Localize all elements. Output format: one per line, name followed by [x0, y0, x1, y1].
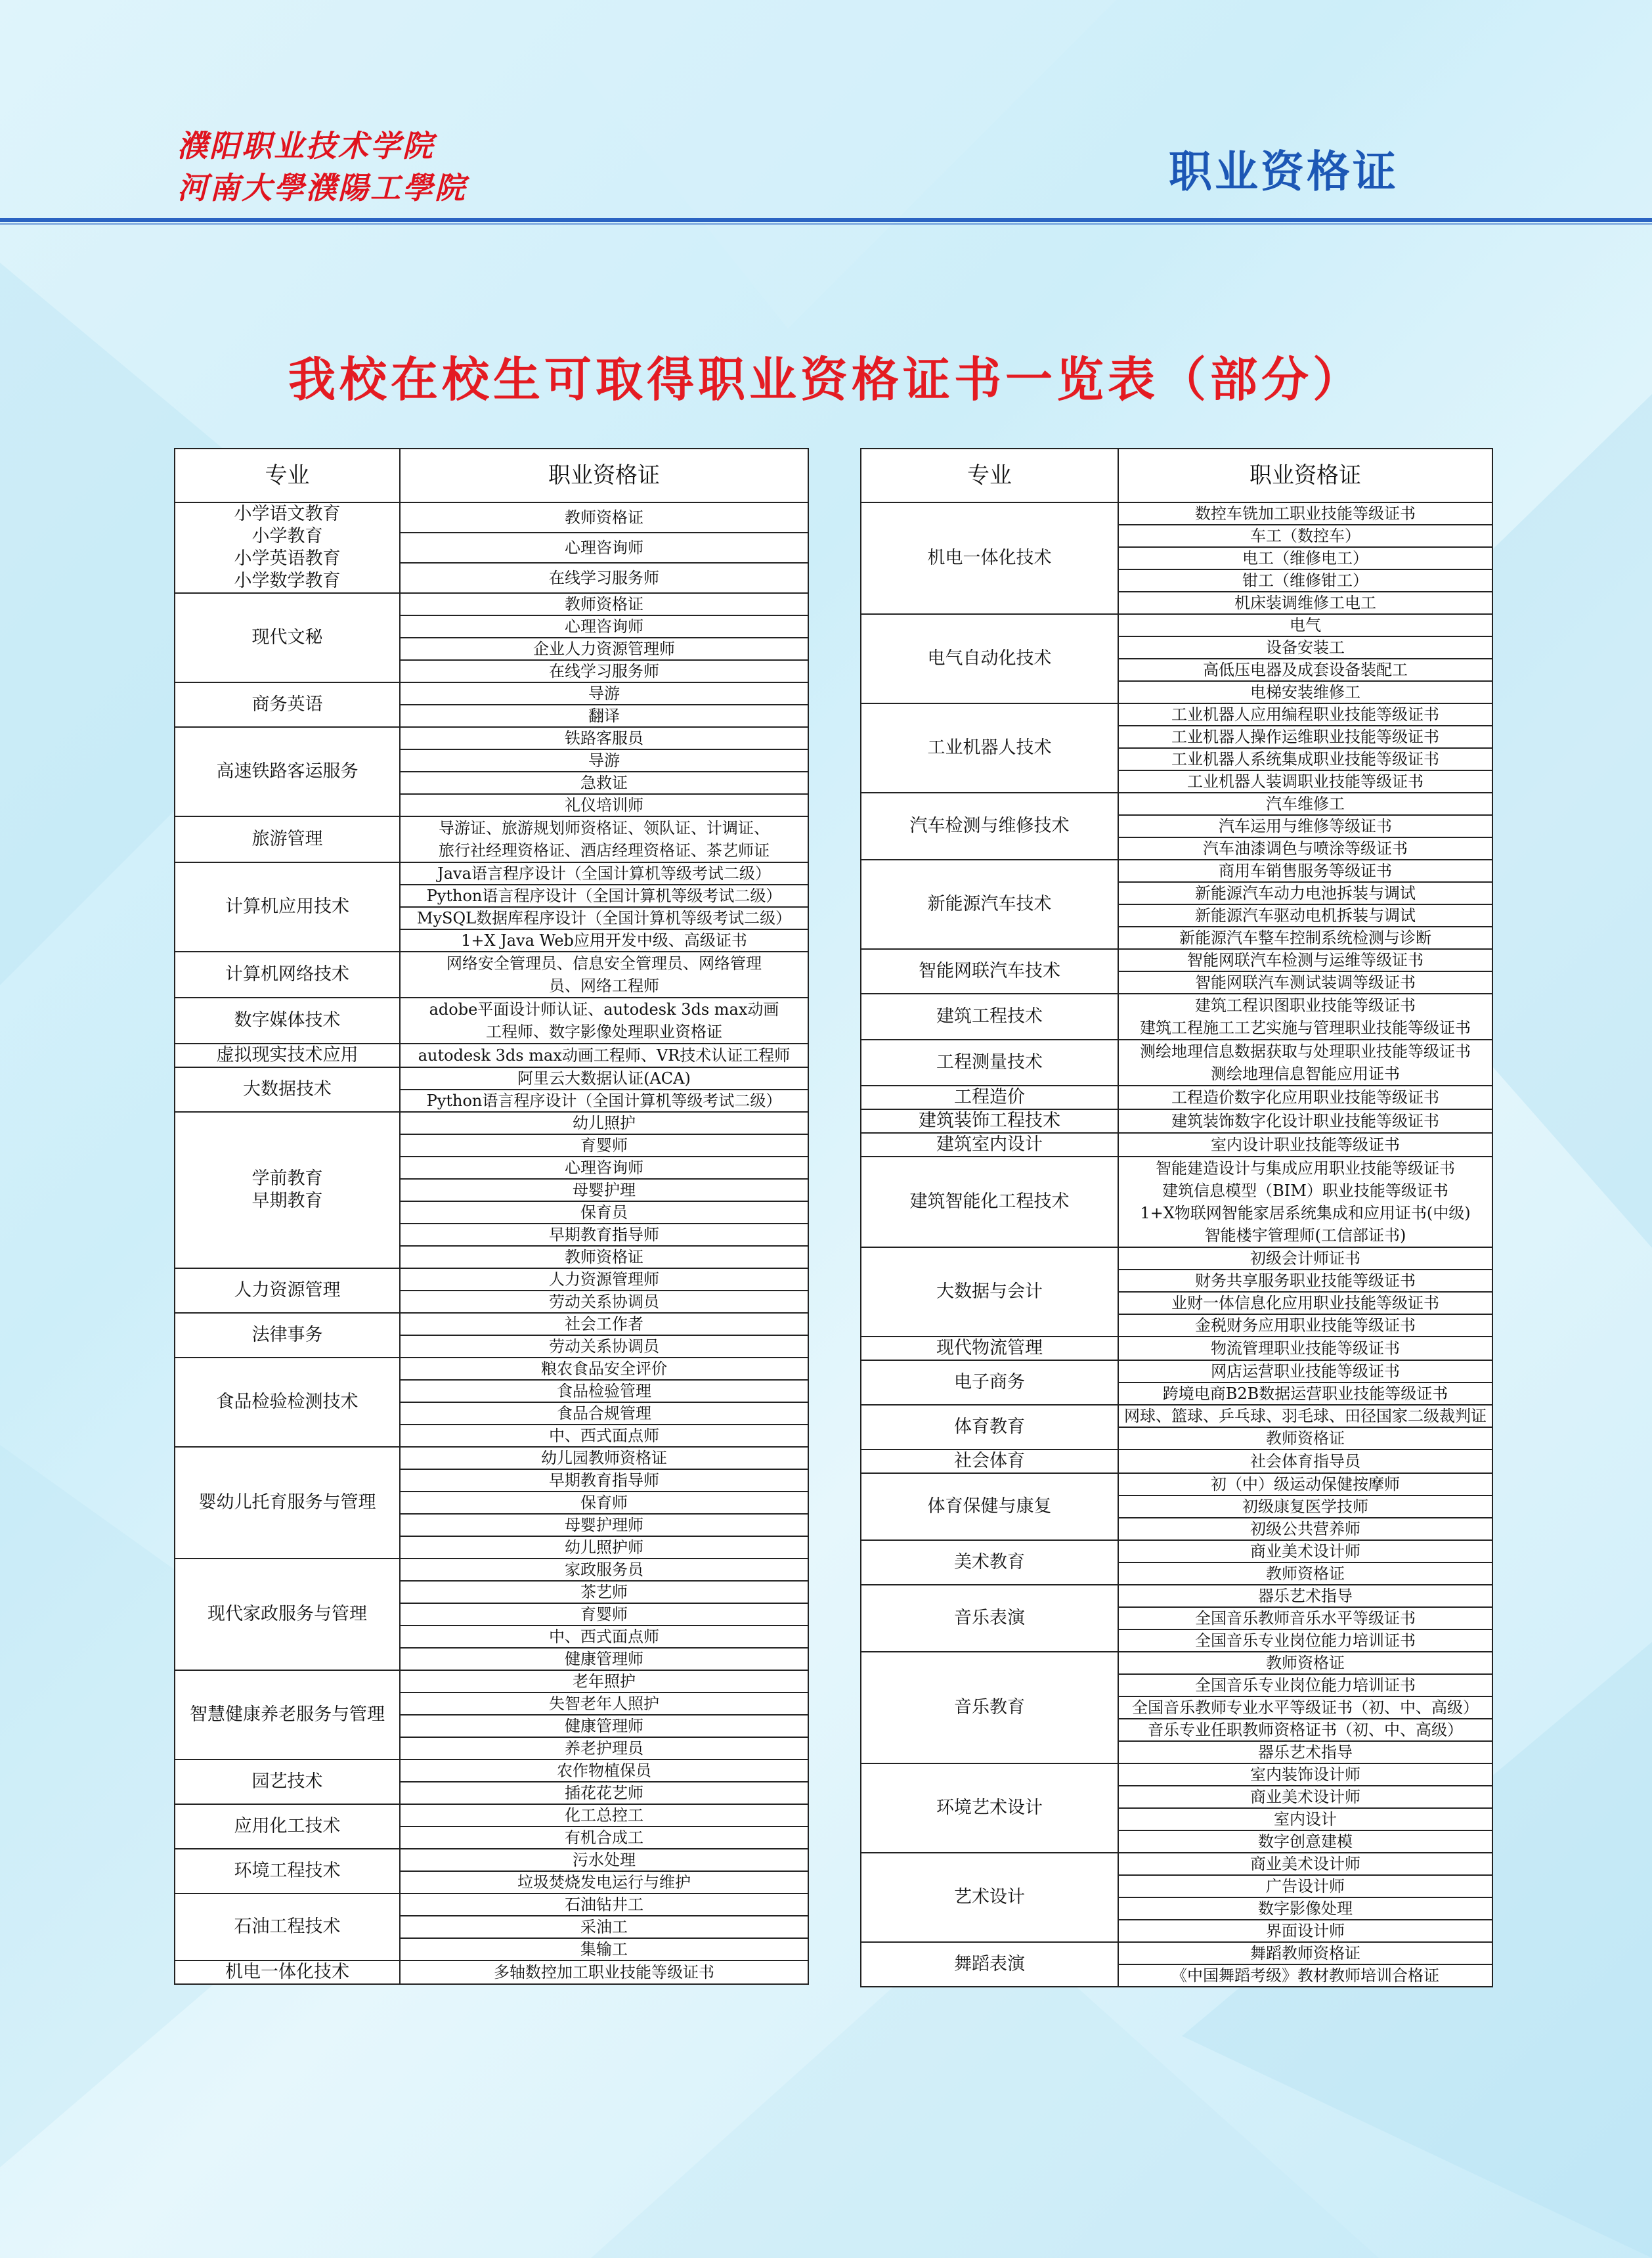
major-cell: 电子商务: [861, 1360, 1118, 1405]
certificate-cell: 社会体育指导员: [1118, 1450, 1492, 1473]
certificate-cell: 智能建造设计与集成应用职业技能等级证书 建筑信息模型（BIM）职业技能等级证书 1+X物联网智能家居系统集成和应用证书(中级) 智能楼宇管理师(工信部证书): [1118, 1157, 1492, 1247]
major-cell: 建筑装饰工程技术: [861, 1109, 1118, 1133]
column-header-certificate: 职业资格证: [400, 449, 808, 502]
certificate-cell: 垃圾焚烧发电运行与维护: [400, 1871, 808, 1893]
major-cell: 计算机应用技术: [175, 862, 400, 952]
table-row: [175, 682, 808, 705]
certificate-cell: 高低压电器及成套设备装配工: [1118, 659, 1492, 681]
certificate-cell: 工业机器人装调职业技能等级证书: [1118, 770, 1492, 793]
major-cell: 体育教育: [861, 1405, 1118, 1450]
table-row: [861, 1585, 1492, 1607]
major-cell: 园艺技术: [175, 1760, 400, 1804]
certificate-cell: 育婴师: [400, 1134, 808, 1157]
certificate-cell: 商业美术设计师: [1118, 1853, 1492, 1875]
certificate-cell: MySQL数据库程序设计（全国计算机等级考试二级）: [400, 907, 808, 929]
major-cell: 建筑工程技术: [861, 994, 1118, 1040]
certificate-cell: 商业美术设计师: [1118, 1786, 1492, 1808]
certificate-cell: 广告设计师: [1118, 1875, 1492, 1897]
table-row: [175, 502, 808, 533]
major-cell: 小学语文教育 小学教育 小学英语教育 小学数学教育: [175, 502, 400, 593]
table-row: [175, 1760, 808, 1782]
certificate-cell: 礼仪培训师: [400, 794, 808, 816]
table-row: [175, 862, 808, 885]
certificate-cell: 健康管理师: [400, 1715, 808, 1737]
certificate-cell: 智能网联汽车测试装调等级证书: [1118, 971, 1492, 994]
certificate-cell: 建筑工程识图职业技能等级证书 建筑工程施工工艺实施与管理职业技能等级证书: [1118, 994, 1492, 1040]
certificate-cell: 室内设计职业技能等级证书: [1118, 1133, 1492, 1157]
major-cell: 舞蹈表演: [861, 1942, 1118, 1987]
certificate-cell: 全国音乐教师专业水平等级证书（初、中、高级）: [1118, 1696, 1492, 1719]
certificate-cell: 汽车运用与维修等级证书: [1118, 815, 1492, 837]
certificate-cell: 茶艺师: [400, 1581, 808, 1603]
certificate-cell: 养老护理员: [400, 1737, 808, 1760]
certificate-cell: 新能源汽车动力电池拆装与调试: [1118, 882, 1492, 904]
certificate-cell: 设备安装工: [1118, 636, 1492, 659]
table-row: [861, 949, 1492, 971]
table-row: [175, 1559, 808, 1581]
certificate-cell: 心理咨询师: [400, 1157, 808, 1179]
certificate-cell: 室内设计: [1118, 1808, 1492, 1830]
table-row: [175, 816, 808, 862]
certificate-cell: 有机合成工: [400, 1826, 808, 1849]
table-row: [861, 994, 1492, 1040]
major-cell: 计算机网络技术: [175, 952, 400, 998]
certificate-cell: 在线学习服务师: [400, 660, 808, 682]
certificate-cell: 汽车维修工: [1118, 793, 1492, 815]
certificate-cell: 粮农食品安全评价: [400, 1358, 808, 1380]
certificate-cell: 机床装调维修工电工: [1118, 592, 1492, 614]
certificate-cell: 初级公共营养师: [1118, 1518, 1492, 1540]
table-row: [861, 1040, 1492, 1086]
header-divider-thin: [0, 223, 1652, 225]
certificate-cell: 插花花艺师: [400, 1782, 808, 1804]
table-row: [861, 703, 1492, 726]
certificate-cell: 工业机器人应用编程职业技能等级证书: [1118, 703, 1492, 726]
certificate-cell: 智能网联汽车检测与运维等级证书: [1118, 949, 1492, 971]
certificate-cell: 劳动关系协调员: [400, 1335, 808, 1358]
major-cell: 智慧健康养老服务与管理: [175, 1670, 400, 1760]
major-cell: 高速铁路客运服务: [175, 727, 400, 816]
major-cell: 体育保健与康复: [861, 1473, 1118, 1540]
table-row: [861, 793, 1492, 815]
major-cell: 石油工程技术: [175, 1893, 400, 1960]
table-row: [861, 1109, 1492, 1133]
major-cell: 艺术设计: [861, 1853, 1118, 1942]
table-row: [175, 1804, 808, 1826]
certificate-cell: 建筑装饰数字化设计职业技能等级证书: [1118, 1109, 1492, 1133]
table-row: [861, 1763, 1492, 1786]
certificate-cell: 企业人力资源管理师: [400, 638, 808, 660]
certificate-cell: 母婴护理: [400, 1179, 808, 1201]
table-row: [175, 727, 808, 749]
certificate-cell: 化工总控工: [400, 1804, 808, 1826]
certificate-cell: 育婴师: [400, 1603, 808, 1626]
certificate-cell: 网络安全管理员、信息安全管理员、网络管理 员、网络工程师: [400, 952, 808, 998]
certificate-cell: 工业机器人系统集成职业技能等级证书: [1118, 748, 1492, 770]
table-row: [175, 1112, 808, 1134]
major-cell: 新能源汽车技术: [861, 860, 1118, 949]
certificate-cell: 早期教育指导师: [400, 1469, 808, 1492]
certificate-cell: 车工（数控车）: [1118, 525, 1492, 547]
school-name-2: 河南大學濮陽工學院: [177, 170, 467, 206]
table-row: [861, 614, 1492, 636]
certificate-cell: 教师资格证: [400, 1246, 808, 1268]
major-cell: 食品检验检测技术: [175, 1358, 400, 1447]
certificate-cell: 保育员: [400, 1201, 808, 1224]
certificate-cell: 心理咨询师: [400, 615, 808, 638]
major-cell: 工程造价: [861, 1086, 1118, 1109]
certificate-cell: 劳动关系协调员: [400, 1291, 808, 1313]
header-divider: [0, 218, 1652, 222]
major-cell: 音乐教育: [861, 1652, 1118, 1763]
certificate-cell: 钳工（维修钳工）: [1118, 569, 1492, 592]
major-cell: 现代家政服务与管理: [175, 1559, 400, 1670]
certificate-cell: 幼儿照护师: [400, 1536, 808, 1559]
certificate-cell: 社会工作者: [400, 1313, 808, 1335]
major-cell: 婴幼儿托育服务与管理: [175, 1447, 400, 1559]
certificate-cell: 汽车油漆调色与喷涂等级证书: [1118, 837, 1492, 860]
certificate-cell: 早期教育指导师: [400, 1224, 808, 1246]
school-logo-text: [177, 125, 467, 209]
certificate-cell: 物流管理职业技能等级证书: [1118, 1337, 1492, 1360]
certificate-cell: 全国音乐专业岗位能力培训证书: [1118, 1674, 1492, 1696]
certificate-cell: 全国音乐专业岗位能力培训证书: [1118, 1629, 1492, 1652]
table-row: [861, 1247, 1492, 1270]
certificate-cell: 石油钻井工: [400, 1893, 808, 1916]
table-row: [175, 1268, 808, 1291]
major-cell: 环境工程技术: [175, 1849, 400, 1893]
certificate-cell: 商业美术设计师: [1118, 1540, 1492, 1562]
table-row: [175, 1067, 808, 1090]
certificate-cell: adobe平面设计师认证、autodesk 3ds max动画 工程师、数字影像处理职业资格证: [400, 998, 808, 1044]
major-cell: 应用化工技术: [175, 1804, 400, 1849]
certificate-cell: 初级会计师证书: [1118, 1247, 1492, 1270]
column-header-certificate: 职业资格证: [1118, 449, 1492, 502]
certificate-cell: 室内装饰设计师: [1118, 1763, 1492, 1786]
table-row: [861, 1337, 1492, 1360]
certificate-cell: 阿里云大数据认证(ACA): [400, 1067, 808, 1090]
major-cell: 电气自动化技术: [861, 614, 1118, 703]
certificate-cell: 器乐艺术指导: [1118, 1585, 1492, 1607]
major-cell: 法律事务: [175, 1313, 400, 1358]
major-cell: 社会体育: [861, 1450, 1118, 1473]
certificate-cell: 工业机器人操作运维职业技能等级证书: [1118, 726, 1492, 748]
certificate-cell: 新能源汽车整车控制系统检测与诊断: [1118, 927, 1492, 949]
table-row: [175, 1670, 808, 1693]
certificate-cell: 污水处理: [400, 1849, 808, 1871]
major-cell: 人力资源管理: [175, 1268, 400, 1313]
certificate-cell: 《中国舞蹈考级》教材教师培训合格证: [1118, 1964, 1492, 1987]
major-cell: 机电一体化技术: [175, 1960, 400, 1984]
major-cell: 汽车检测与维修技术: [861, 793, 1118, 860]
table-row: [861, 1450, 1492, 1473]
school-name-1: 濮阳职业技术学院: [177, 128, 435, 164]
certificate-cell: 网球、篮球、乒乓球、羽毛球、田径国家二级裁判证: [1118, 1405, 1492, 1427]
certificate-cell: 幼儿照护: [400, 1112, 808, 1134]
table-row: [861, 1540, 1492, 1562]
certificate-cell: Python语言程序设计（全国计算机等级考试二级）: [400, 885, 808, 907]
certificate-cell: Python语言程序设计（全国计算机等级考试二级）: [400, 1090, 808, 1112]
major-cell: 建筑智能化工程技术: [861, 1157, 1118, 1247]
certificate-cell: 金税财务应用职业技能等级证书: [1118, 1314, 1492, 1337]
table-row: [175, 1358, 808, 1380]
major-cell: 建筑室内设计: [861, 1133, 1118, 1157]
table-row: [861, 1853, 1492, 1875]
certificate-cell: 工程造价数字化应用职业技能等级证书: [1118, 1086, 1492, 1109]
certificate-cell: 教师资格证: [400, 502, 808, 533]
certificate-cell: 界面设计师: [1118, 1920, 1492, 1942]
certificate-cell: 音乐专业任职教师资格证书（初、中、高级）: [1118, 1719, 1492, 1741]
major-cell: 智能网联汽车技术: [861, 949, 1118, 994]
certificate-cell: 舞蹈教师资格证: [1118, 1942, 1492, 1964]
certificate-cell: 初（中）级运动保健按摩师: [1118, 1473, 1492, 1495]
table-row: [861, 1133, 1492, 1157]
certificate-cell: 母婴护理师: [400, 1514, 808, 1536]
certificate-cell: 全国音乐教师音乐水平等级证书: [1118, 1607, 1492, 1629]
major-cell: 虚拟现实技术应用: [175, 1044, 400, 1067]
certificate-cell: 集输工: [400, 1938, 808, 1960]
column-header-major: 专业: [175, 449, 400, 502]
certificate-cell: 导游证、旅游规划师资格证、领队证、计调证、 旅行社经理资格证、酒店经理资格证、茶艺师证: [400, 816, 808, 862]
major-cell: 现代物流管理: [861, 1337, 1118, 1360]
table-row: [861, 502, 1492, 525]
certificate-cell: 测绘地理信息数据获取与处理职业技能等级证书 测绘地理信息智能应用证书: [1118, 1040, 1492, 1086]
major-cell: 旅游管理: [175, 816, 400, 862]
certificate-cell: 幼儿园教师资格证: [400, 1447, 808, 1469]
major-cell: 工程测量技术: [861, 1040, 1118, 1086]
table-row: [175, 593, 808, 615]
certificate-cell: 急救证: [400, 772, 808, 794]
certificate-cell: 翻译: [400, 705, 808, 727]
certificate-cell: 心理咨询师: [400, 533, 808, 563]
table-row: [175, 1960, 808, 1984]
major-cell: 音乐表演: [861, 1585, 1118, 1652]
table-row: [175, 1044, 808, 1067]
table-row: [175, 1893, 808, 1916]
certificate-cell: 食品检验管理: [400, 1380, 808, 1402]
certificate-cell: Java语言程序设计（全国计算机等级考试二级）: [400, 862, 808, 885]
certificate-cell: 器乐艺术指导: [1118, 1741, 1492, 1763]
certificate-cell: 电梯安装维修工: [1118, 681, 1492, 703]
certificate-cell: 数控车铣加工职业技能等级证书: [1118, 502, 1492, 525]
certificate-cell: 跨境电商B2B数据运营职业技能等级证书: [1118, 1383, 1492, 1405]
certificate-cell: 多轴数控加工职业技能等级证书: [400, 1960, 808, 1984]
table-row: [175, 1447, 808, 1469]
major-cell: 工业机器人技术: [861, 703, 1118, 793]
major-cell: 机电一体化技术: [861, 502, 1118, 614]
major-cell: 学前教育 早期教育: [175, 1112, 400, 1268]
table-row: [175, 998, 808, 1044]
certificate-cell: 教师资格证: [400, 593, 808, 615]
certificate-cell: 在线学习服务师: [400, 563, 808, 593]
certificate-cell: 导游: [400, 682, 808, 705]
major-cell: 大数据与会计: [861, 1247, 1118, 1337]
certificate-cell: 导游: [400, 749, 808, 772]
certificate-cell: 中、西式面点师: [400, 1425, 808, 1447]
certificate-cell: 财务共享服务职业技能等级证书: [1118, 1270, 1492, 1292]
table-row: [175, 1849, 808, 1871]
certificate-cell: 网店运营职业技能等级证书: [1118, 1360, 1492, 1383]
major-cell: 现代文秘: [175, 593, 400, 682]
certificate-cell: 新能源汽车驱动电机拆装与调试: [1118, 904, 1492, 927]
right-certificate-table: [860, 448, 1493, 1987]
table-row: [175, 1313, 808, 1335]
certificate-cell: 数字影像处理: [1118, 1897, 1492, 1920]
certificate-cell: 采油工: [400, 1916, 808, 1938]
certificate-cell: 失智老年人照护: [400, 1693, 808, 1715]
certificate-cell: 业财一体信息化应用职业技能等级证书: [1118, 1292, 1492, 1314]
table-row: [861, 860, 1492, 882]
certificate-cell: 人力资源管理师: [400, 1268, 808, 1291]
table-row: [861, 1942, 1492, 1964]
certificate-cell: 食品合规管理: [400, 1402, 808, 1425]
major-cell: 环境艺术设计: [861, 1763, 1118, 1853]
header-title: 职业资格证: [1169, 146, 1399, 197]
certificate-cell: 商用车销售服务等级证书: [1118, 860, 1492, 882]
certificate-cell: 教师资格证: [1118, 1562, 1492, 1585]
major-cell: 数字媒体技术: [175, 998, 400, 1044]
certificate-cell: 铁路客服员: [400, 727, 808, 749]
certificate-cell: 数字创意建模: [1118, 1830, 1492, 1853]
table-row: [861, 1473, 1492, 1495]
certificate-cell: 电气: [1118, 614, 1492, 636]
certificate-cell: 教师资格证: [1118, 1427, 1492, 1450]
document-title: 我校在校生可取得职业资格证书一览表（部分）: [288, 352, 1364, 407]
certificate-cell: 健康管理师: [400, 1648, 808, 1670]
certificate-cell: 中、西式面点师: [400, 1626, 808, 1648]
table-row: [861, 1086, 1492, 1109]
certificate-cell: autodesk 3ds max动画工程师、VR技术认证工程师: [400, 1044, 808, 1067]
table-row: [861, 1360, 1492, 1383]
table-row: [861, 1405, 1492, 1427]
column-header-major: 专业: [861, 449, 1118, 502]
left-certificate-table: [174, 448, 809, 1985]
certificate-cell: 农作物植保员: [400, 1760, 808, 1782]
table-row: [861, 1157, 1492, 1247]
certificate-cell: 初级康复医学技师: [1118, 1495, 1492, 1518]
certificate-cell: 家政服务员: [400, 1559, 808, 1581]
major-cell: 美术教育: [861, 1540, 1118, 1585]
major-cell: 大数据技术: [175, 1067, 400, 1112]
certificate-cell: 教师资格证: [1118, 1652, 1492, 1674]
table-row: [861, 1652, 1492, 1674]
certificate-cell: 老年照护: [400, 1670, 808, 1693]
certificate-cell: 电工（维修电工）: [1118, 547, 1492, 569]
certificate-cell: 保育师: [400, 1492, 808, 1514]
table-row: [175, 952, 808, 998]
certificate-cell: 1+X Java Web应用开发中级、高级证书: [400, 929, 808, 952]
major-cell: 商务英语: [175, 682, 400, 727]
